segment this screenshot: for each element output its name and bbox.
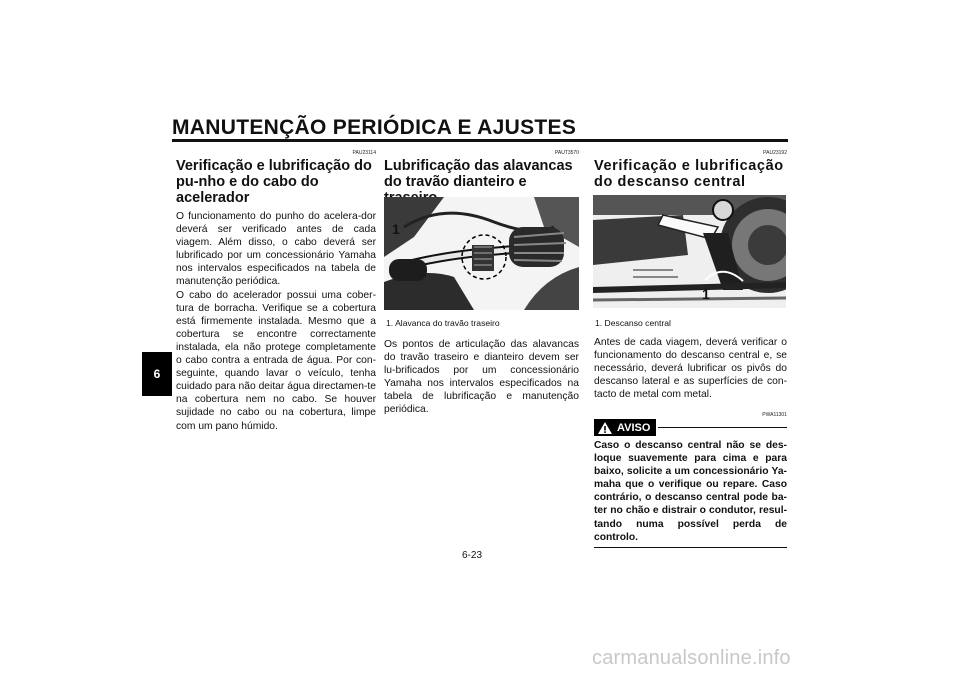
figure-caption: 1. Alavanca do travão traseiro [386, 318, 500, 328]
warning-bottom-rule [594, 547, 787, 549]
section-code: PAU23114 [352, 150, 376, 156]
section-code: PAUT3570 [554, 150, 579, 156]
callout-number: 1 [392, 221, 400, 237]
brake-lever-photo [384, 197, 579, 310]
section-body: Os pontos de articulação das alavancas do travão traseiro e dianteiro devem ser lu-brificados por um concessionário Yamaha nos intervalos especificados na tabela de lubrificação e manutenção periódica. [384, 339, 579, 416]
warning-badge [594, 419, 656, 436]
warning-block [594, 419, 787, 548]
page-number: 6-23 [462, 550, 483, 561]
section-center-stand-body [594, 336, 787, 401]
center-stand-photo [593, 195, 786, 308]
warning-label: AVISO [617, 421, 651, 434]
callout-number: 1 [702, 286, 710, 302]
header-rule [172, 139, 788, 142]
watermark: carmanualsonline.info [592, 647, 791, 669]
warning-code: PWA11301 [762, 412, 787, 418]
section-heading: Verificação e lubrificação do pu-nho e do cabo do acelerador [176, 158, 372, 206]
section-heading: Verificação e lubrificação do descanso central [594, 158, 784, 190]
page-header-title: MANUTENÇÃO PERIÓDICA E AJUSTES [172, 116, 577, 139]
chapter-tab: 6 [142, 352, 172, 396]
section-body: Antes de cada viagem, deverá verificar o funcionamento do descanso central e, se necessário, deverá lubrificar os pivôs do descanso lateral e as superfícies de con-tacto de metal com metal. [594, 337, 787, 401]
warning-text: Caso o descanso central não se des-loque suavemente para cima e para baixo, solicite a um concessionário Ya-maha que o verifique ou repare. Caso contrário, o descanso central pode ba-ter no chão e distrair o condutor, resul-tando numa possível perda de controlo. [594, 440, 787, 543]
warning-icon [597, 421, 613, 435]
section-brake-body [384, 338, 579, 417]
figure-caption: 1. Descanso central [595, 318, 671, 328]
section-code: PAU23192 [763, 150, 787, 156]
section-throttle [176, 158, 376, 433]
section-body: O funcionamento do punho do acelera-dor deverá ser verificado antes de cada viagem. Além disso, o cabo deverá ser lubrificado por um concessionário Yamaha nos intervalos especificados na tabela de manutenção periódica. O cabo do acelerador possui uma cober-tura de borracha. Verifique se a cobertura está firmemente instalada. Mesmo que a cobertura se encontre correctamente instalada, ela não protege completamente o cabo contra a entrada de água. Por con-seguinte, quando lavar o veículo, tenha cuidado para não deitar água directamen-te na cobertura nem no cabo. Se houver sujidade no cabo ou na cobertura, limpe com um pano húmido. [176, 211, 376, 432]
warning-rule [658, 427, 787, 429]
section-heading: Lubrificação das alavancas do travão dianteiro e [384, 158, 573, 190]
section-center-stand [594, 158, 787, 190]
